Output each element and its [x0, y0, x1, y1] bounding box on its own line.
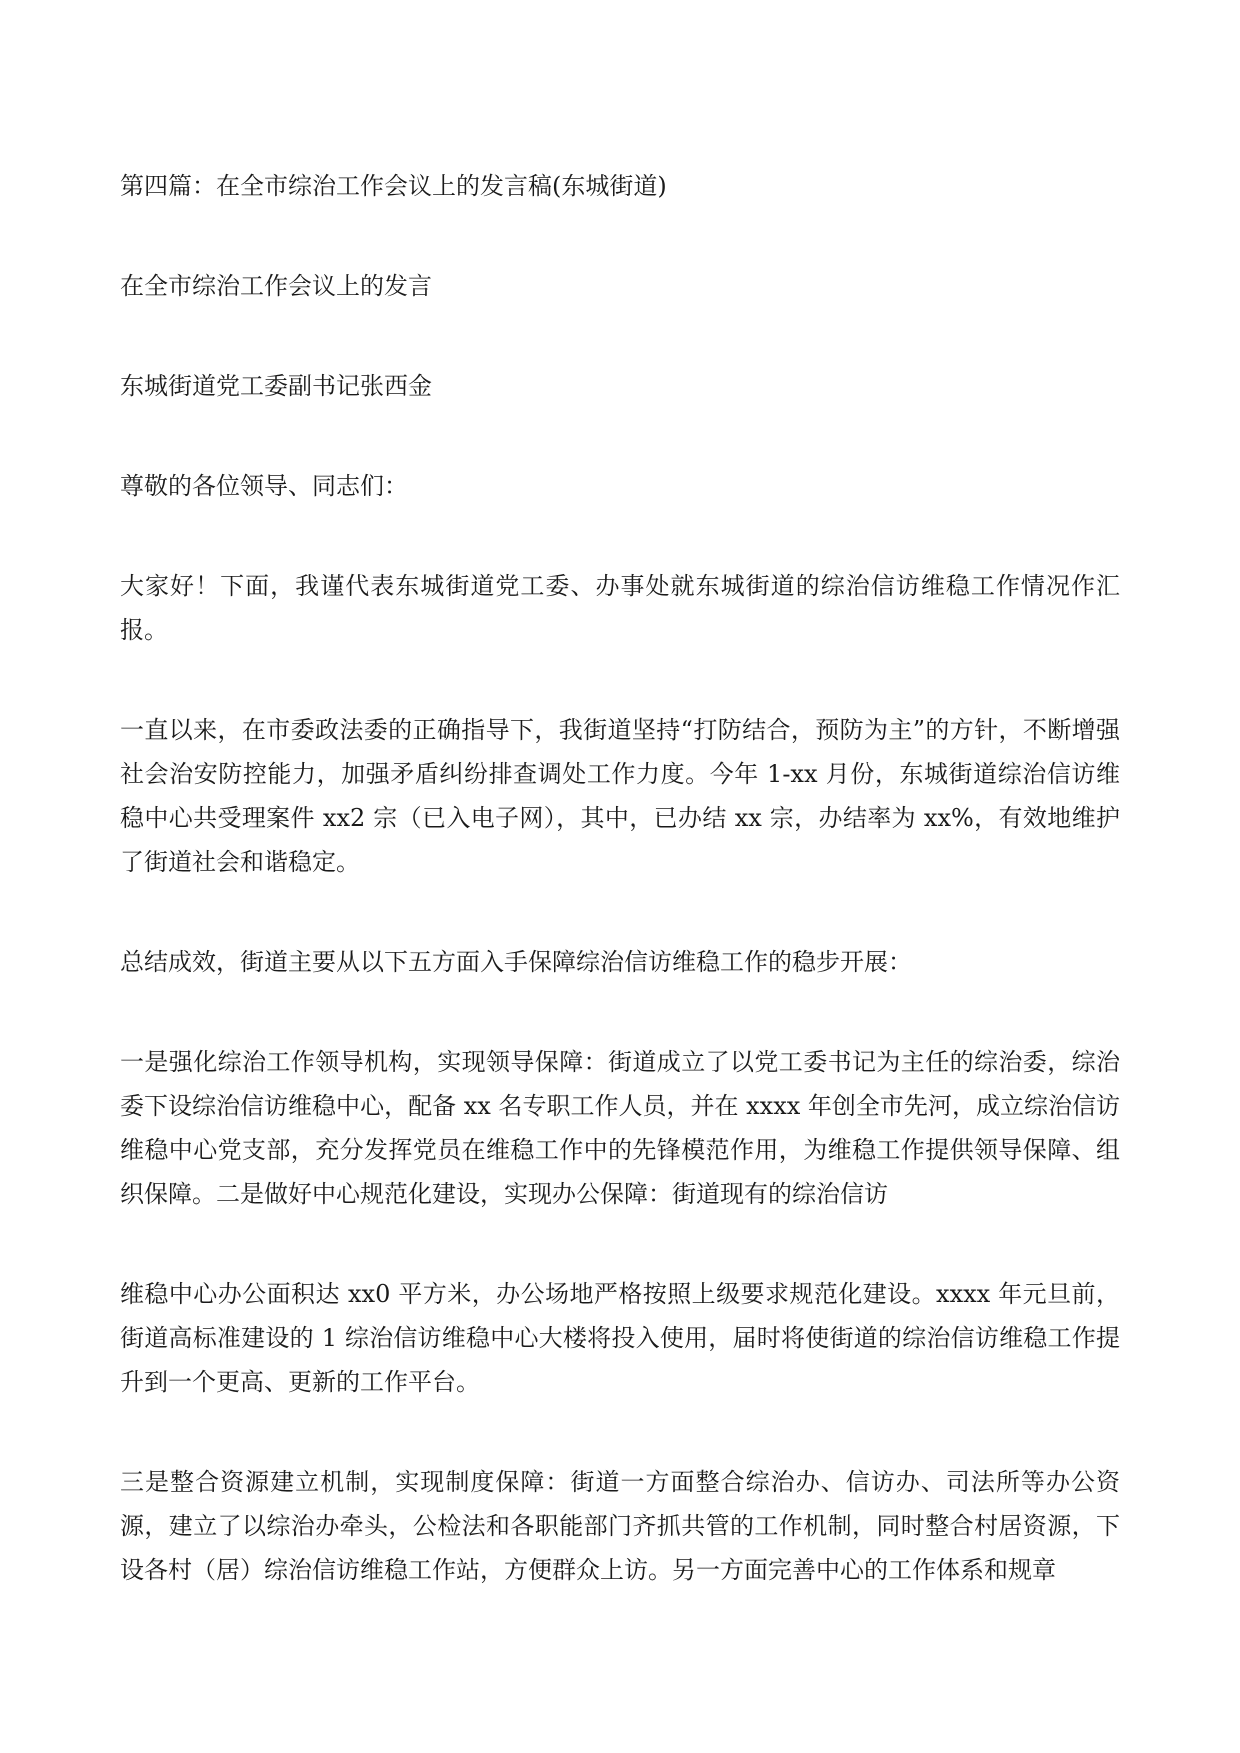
salutation: 尊敬的各位领导、同志们： — [120, 472, 408, 500]
speaker-line: 东城街道党工委副书记张西金 — [120, 372, 432, 400]
body-paragraph: 大家好！下面，我谨代表东城街道党工委、办事处就东城街道的综治信访维稳工作情况作汇报。 — [120, 572, 1120, 644]
document-body — [120, 164, 1120, 1648]
body-paragraph: 一是强化综治工作领导机构，实现领导保障：街道成立了以党工委书记为主任的综治委，综治委下设综治信访维稳中心，配备 xx 名专职工作人员，并在 xxxx 年创全市先河，成立综治信访维稳中心党支部，充分发挥党员在维稳工作中的先锋模范作用，为维稳工作提供领导保障、组织保障。二是做好中心规范化建设，实现办公保障：街道现有的综治信访 — [120, 1048, 1120, 1208]
speech-title: 在全市综治工作会议上的发言 — [120, 272, 432, 300]
article-title: 第四篇：在全市综治工作会议上的发言稿(东城街道) — [120, 172, 667, 200]
body-paragraph: 一直以来，在市委政法委的正确指导下，我街道坚持“打防结合，预防为主”的方针，不断增强社会治安防控能力，加强矛盾纠纷排查调处工作力度。今年 1-xx 月份，东城街道综治信访维稳中心共受理案件 xx2 宗（已入电子网），其中，已办结 xx 宗，办结率为 xx%，有效地维护了街道社会和谐稳定。 — [120, 716, 1120, 876]
body-paragraph: 总结成效，街道主要从以下五方面入手保障综治信访维稳工作的稳步开展： — [120, 948, 912, 976]
body-paragraph: 三是整合资源建立机制，实现制度保障：街道一方面整合综治办、信访办、司法所等办公资源，建立了以综治办牵头，公检法和各职能部门齐抓共管的工作机制，同时整合村居资源，下设各村（居）综治信访维稳工作站，方便群众上访。另一方面完善中心的工作体系和规章 — [120, 1468, 1120, 1584]
body-paragraph: 维稳中心办公面积达 xx0 平方米，办公场地严格按照上级要求规范化建设。xxxx 年元旦前，街道高标准建设的 1 综治信访维稳中心大楼将投入使用，届时将使街道的综治信访维稳工作提升到一个更高、更新的工作平台。 — [120, 1280, 1120, 1396]
